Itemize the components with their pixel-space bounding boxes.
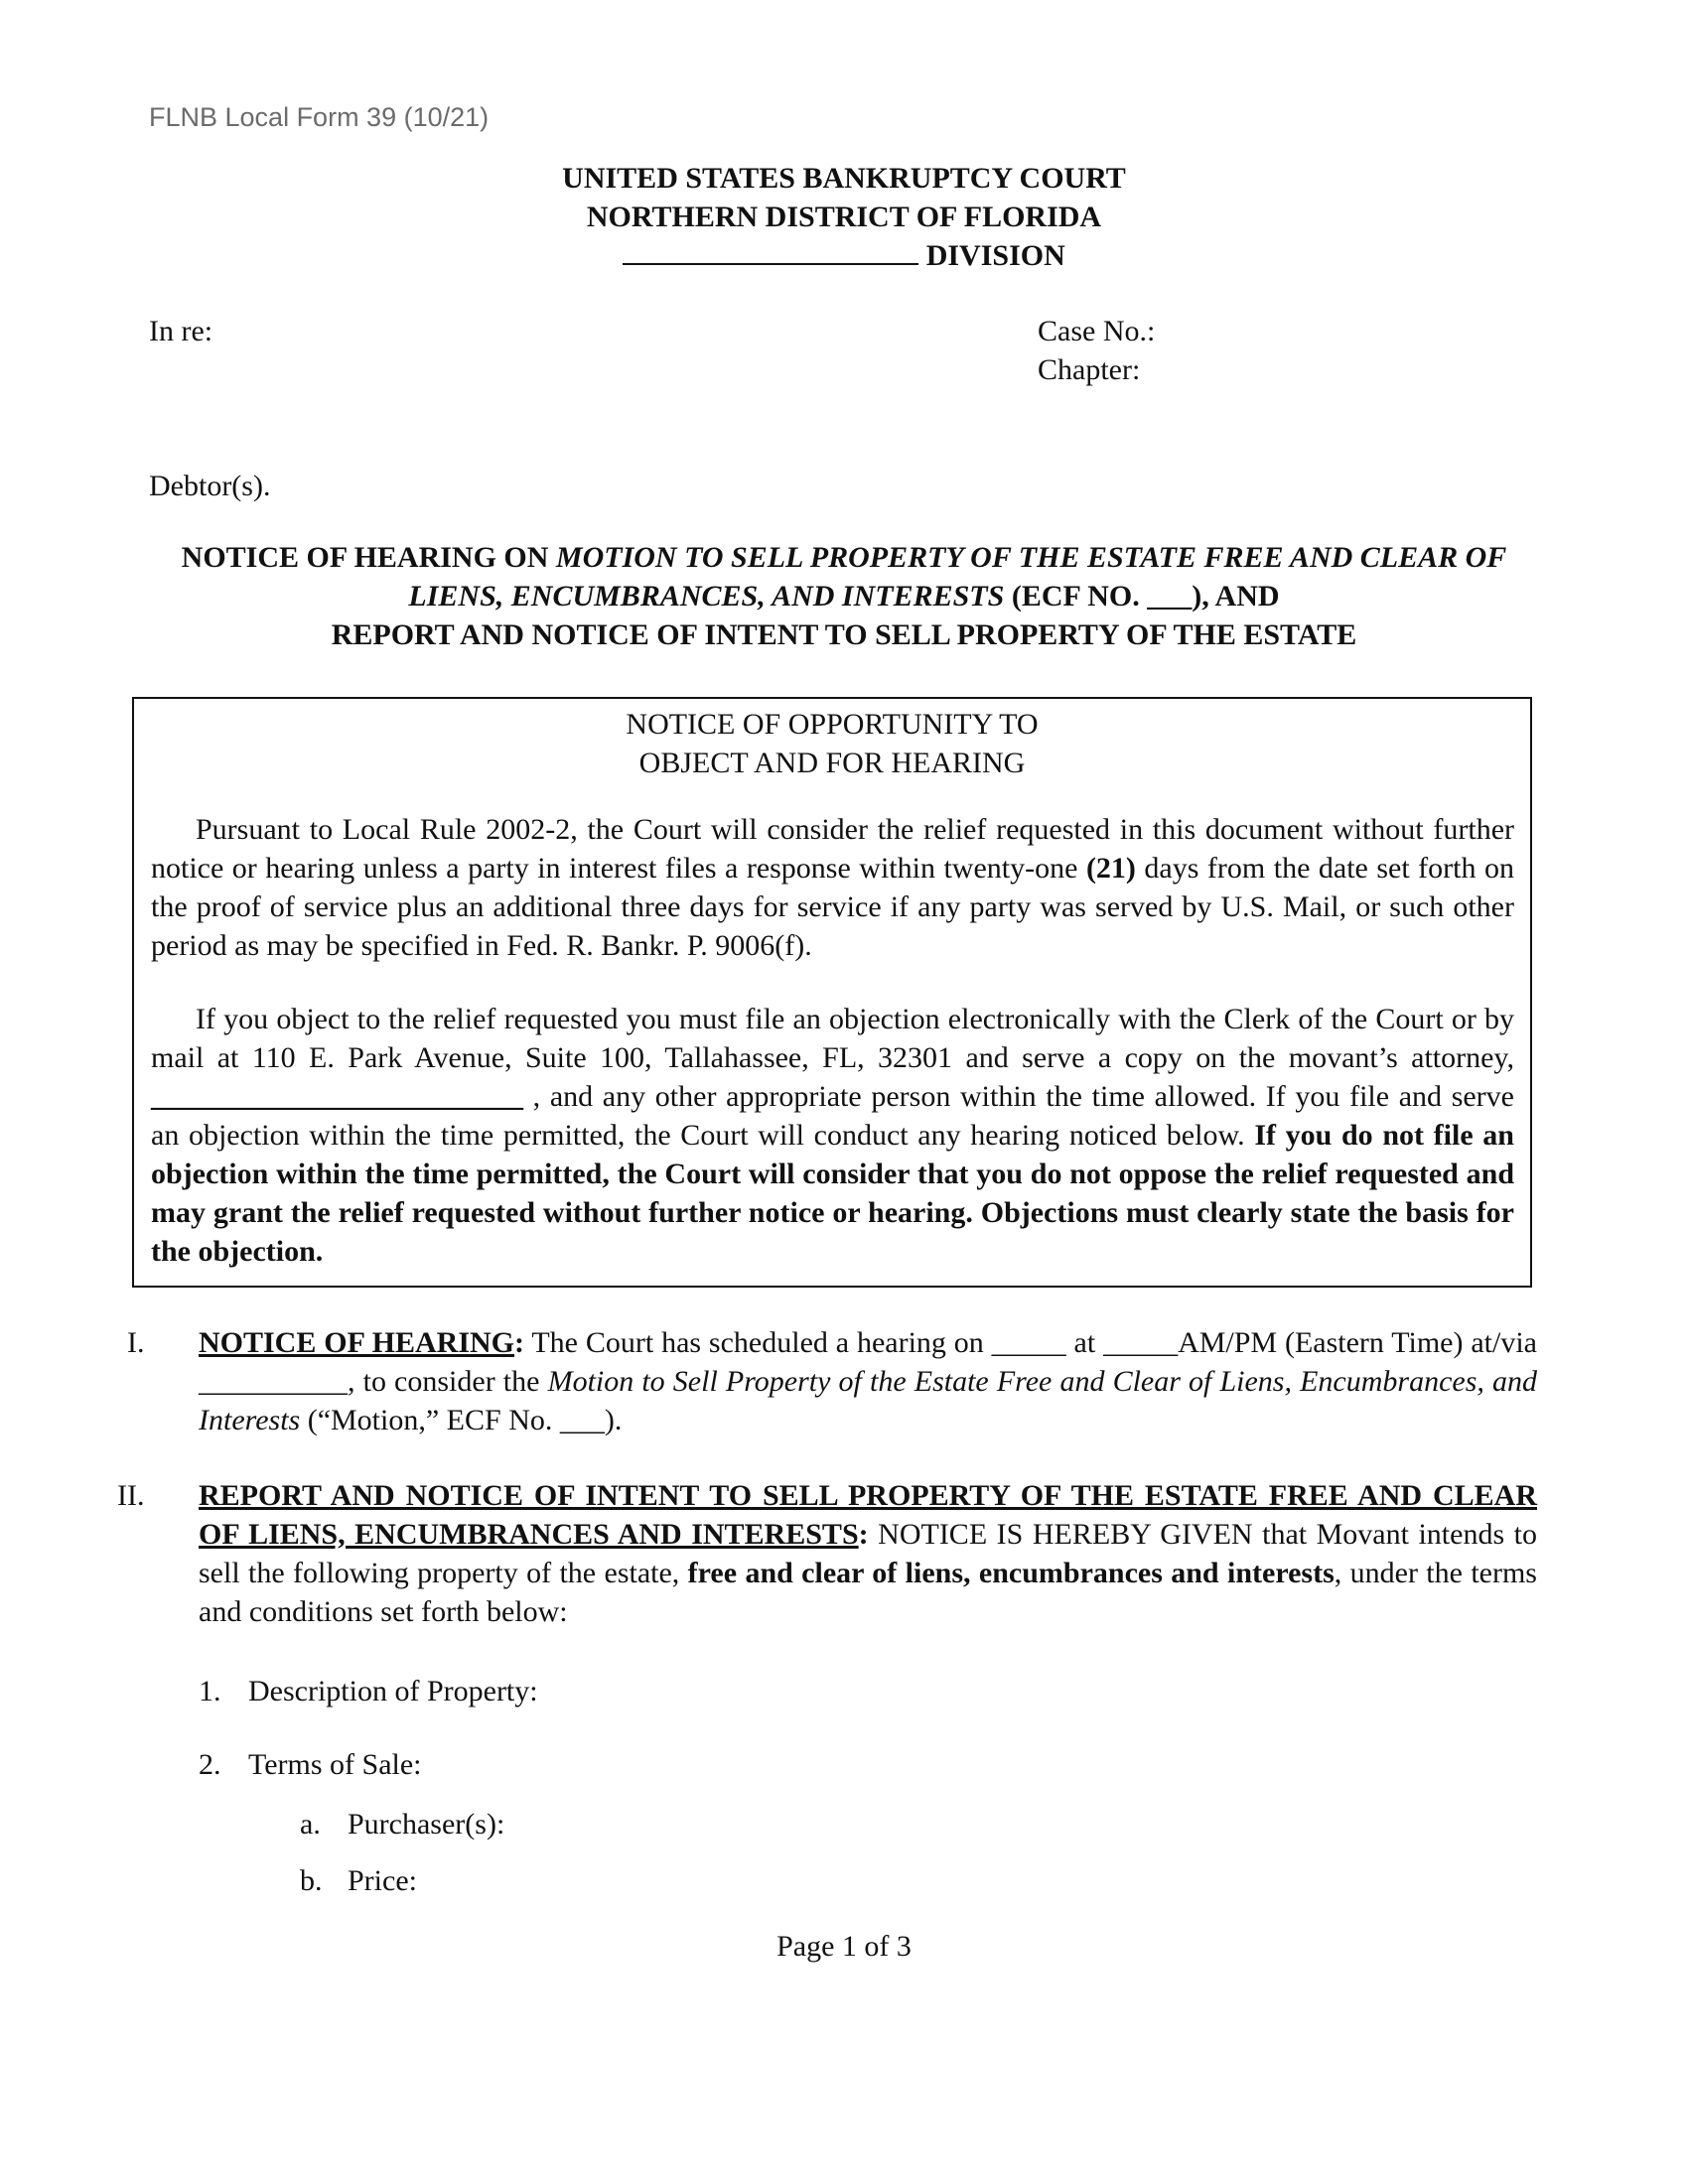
section-1-heading: NOTICE OF HEARING xyxy=(199,1326,515,1359)
title-line-3: REPORT AND NOTICE OF INTENT TO SELL PROPERTY OF THE ESTATE xyxy=(331,618,1357,651)
in-re-label: In re: xyxy=(149,315,213,347)
section-2-heading: REPORT AND NOTICE OF INTENT TO SELL PROPERTY OF THE ESTATE FREE AND CLEAR OF LIENS, ENCUMBRANCES AND INTERESTS xyxy=(199,1479,1537,1551)
court-heading xyxy=(0,159,1688,275)
item-description-of-property: Description of Property: xyxy=(248,1675,538,1707)
division-line xyxy=(0,236,1688,275)
section-1-body: NOTICE OF HEARING: The Court has scheduled a hearing on _____ at _____AM/PM (Eastern Time) at/via __________, to consider the Motion to Sell Property of the Estate Free and Clear of Liens, Encumbrances, and Interests (“Motion,” ECF No. ___). xyxy=(199,1326,1538,1436)
chapter-label: Chapter: xyxy=(1038,353,1141,386)
division-label: DIVISION xyxy=(925,239,1065,272)
hearing-date-blank[interactable]: _____ xyxy=(991,1326,1066,1359)
debtor-label: Debtor(s). xyxy=(149,470,271,502)
subitem-price: Price: xyxy=(348,1864,417,1897)
notice-box-heading: NOTICE OF OPPORTUNITY TO OBJECT AND FOR HEARING xyxy=(626,708,1039,779)
section-1-number: I. xyxy=(127,1326,145,1359)
division-blank[interactable] xyxy=(623,237,918,265)
section-1-motion-name: Motion to Sell Property of the Estate Free and Clear of Liens, Encumbrances, and Interests xyxy=(199,1365,1537,1436)
case-no-label: Case No.: xyxy=(1038,315,1156,347)
district-name: NORTHERN DISTRICT OF FLORIDA xyxy=(586,201,1102,233)
title-ecf-blank[interactable]: ___ xyxy=(1147,580,1193,613)
notice-paragraph-1: Pursuant to Local Rule 2002-2, the Court will consider the relief requested in this document without further notice or hearing unless a party in interest files a response within twenty-one (21) days from the date set forth on the proof of service plus an additional three days for service if any party was served by U.S. Mail, or such other period as may be specified in Fed. R. Bankr. P. 9006(f). xyxy=(151,813,1515,962)
notice-box xyxy=(132,697,1532,1288)
form-id: FLNB Local Form 39 (10/21) xyxy=(149,102,490,132)
subitem-purchaser: Purchaser(s): xyxy=(348,1808,505,1841)
item-2-number: 2. xyxy=(199,1748,221,1781)
hearing-location-blank[interactable]: __________ xyxy=(199,1365,348,1398)
notice-paragraph-2: If you object to the relief requested you must file an objection electronically with the Clerk of the Court or by mail at 110 E. Park Avenue, Suite 100, Tallahassee, FL, 32301 and serve a copy on the movant’s attorney, _________________________ , and any other appropriate person within the time allowed. If you file and serve an objection within the time permitted, the Court will conduct any hearing noticed below. If you do not file an objection within the time permitted, the Court will consider that you do not oppose the relief requested and may grant the relief requested without further notice or hearing. Objections must clearly state the basis for the objection. xyxy=(151,1003,1514,1268)
subitem-b-letter: b. xyxy=(300,1864,323,1897)
hearing-time-blank[interactable]: _____ xyxy=(1103,1326,1179,1359)
document-title: NOTICE OF HEARING ON MOTION TO SELL PROPERTY OF THE ESTATE FREE AND CLEAR OF LIENS, ENCUMBRANCES, AND INTERESTS (ECF NO. ___), AND REPORT AND NOTICE OF INTENT TO SELL PROPERTY OF THE ESTATE xyxy=(181,541,1507,651)
section-2-body: REPORT AND NOTICE OF INTENT TO SELL PROPERTY OF THE ESTATE FREE AND CLEAR OF LIENS, ENCUMBRANCES AND INTERESTS: NOTICE IS HEREBY GIVEN that Movant intends to sell the following property of the estate, free and clear of liens, encumbrances and interests, under the terms and conditions set forth below: xyxy=(199,1479,1537,1628)
attorney-blank[interactable]: _________________________ xyxy=(151,1080,523,1113)
notice-warning: If you do not file an objection within the time permitted, the Court will consider that you do not oppose the relief requested and may grant the relief requested without further notice or hearing. Objections must clearly state the basis for the objection. xyxy=(151,1119,1514,1268)
page-number: Page 1 of 3 xyxy=(776,1930,912,1963)
item-1-number: 1. xyxy=(199,1675,221,1707)
subitem-a-letter: a. xyxy=(300,1808,321,1841)
section-2-number: II. xyxy=(117,1479,145,1512)
title-motion-name: MOTION TO SELL PROPERTY OF THE ESTATE FREE AND CLEAR OF LIENS, ENCUMBRANCES, AND INTERESTS xyxy=(408,541,1507,613)
section-1-ecf-blank[interactable]: ___ xyxy=(559,1404,605,1436)
item-terms-of-sale: Terms of Sale: xyxy=(248,1748,422,1781)
court-name: UNITED STATES BANKRUPTCY COURT xyxy=(562,162,1126,195)
